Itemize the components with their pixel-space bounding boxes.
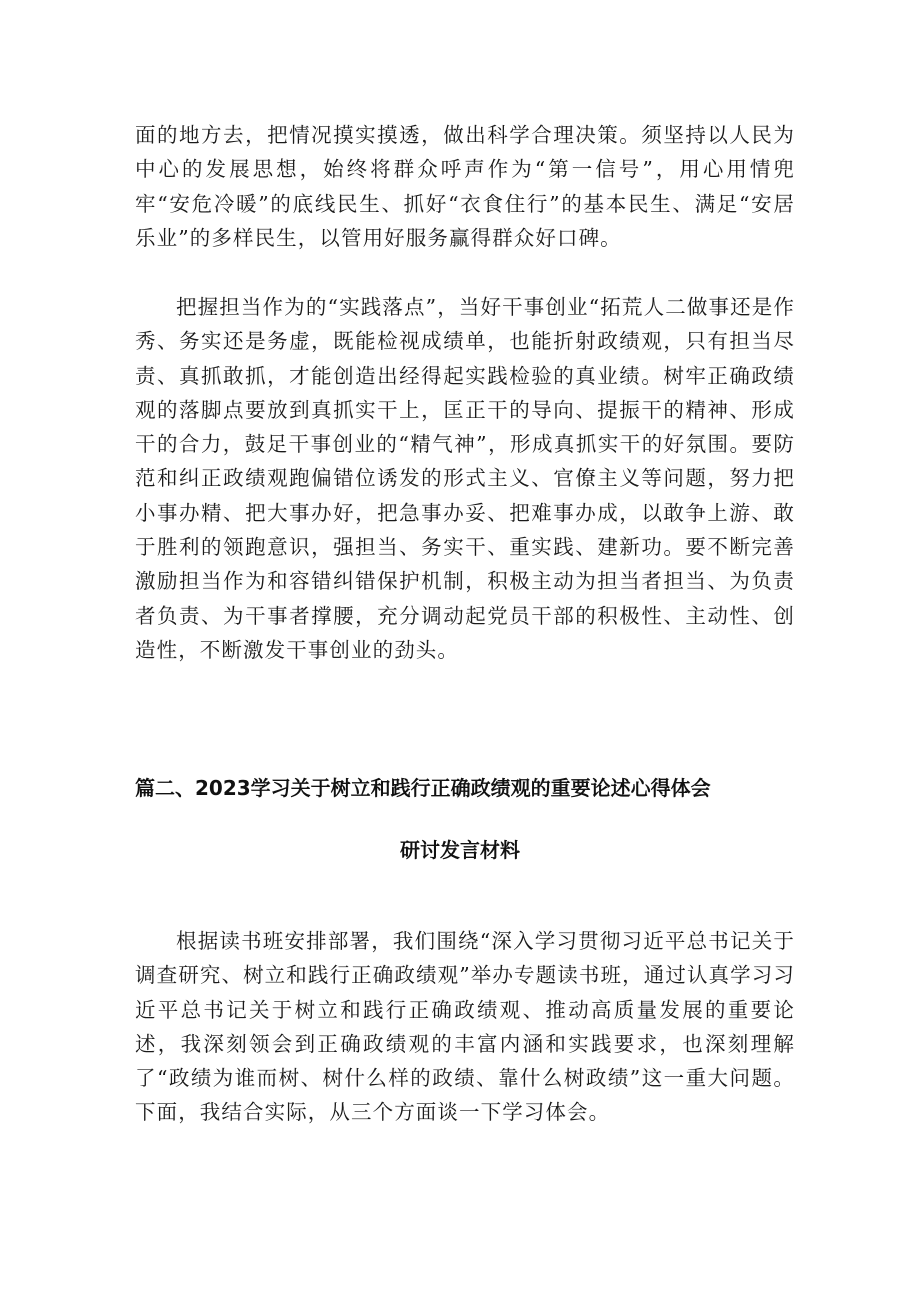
paragraph-continuation: 面的地方去，把情况摸实摸透，做出科学合理决策。须坚持以人民为中心的发展思想，始终将群众呼声作为“第一信号”，用心用情兜牢“安危冷暖”的底线民生、抓好“衣食住行”的基本民生、满足“安居乐业”的多样民生，以管用好服务赢得群众好口碑。 [135, 123, 795, 250]
section-heading-line1: 篇二、2023学习关于树立和践行正确政绩观的重要论述心得体会 [135, 776, 711, 800]
paragraph-practice-focus: 把握担当作为的“实践落点”，当好干事创业“拓荒人二做事还是作秀、务实还是务虚，既能检视成绩单，也能折射政绩观，只有担当尽责、真抓敢抓，才能创造出经得起实践检验的真业绩。树牢正确政绩观的落脚点要放到真抓实干上，匡正干的导向、提振干的精神、形成干的合力，鼓足干事创业的“精气神”，形成真抓实干的好氛围。要防范和纠正政绩观跑偏错位诱发的形式主义、官僚主义等问题，努力把小事办精、把大事办好，把急事办妥、把难事办成，以敢争上游、敢于胜利的领跑意识，强担当、务实干、重实践、建新功。要不断完善激励担当作为和容错纠错保护机制，积极主动为担当者担当、为负责者负责、为干事者撑腰，充分调动起党员干部的积极性、主动性、创造性，不断激发干事创业的劲头。 [135, 295, 795, 662]
paragraph-introduction: 根据读书班安排部署，我们围绕“深入学习贯彻习近平总书记关于调查研究、树立和践行正确政绩观”举办专题读书班，通过认真学习习近平总书记关于树立和践行正确政绩观、推动高质量发展的重要论述，我深刻领会到正确政绩观的丰富内涵和实践要求，也深刻理解了“政绩为谁而树、树什么样的政绩、靠什么树政绩”这一重大问题。下面，我结合实际，从三个方面谈一下学习体会。 [135, 929, 795, 1125]
section-heading-line2: 研讨发言材料 [400, 838, 520, 862]
